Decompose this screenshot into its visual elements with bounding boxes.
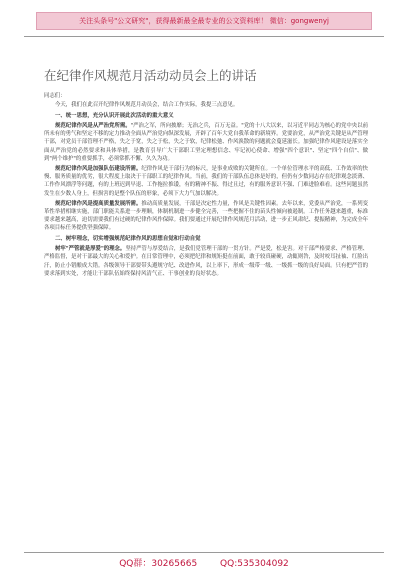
paragraph-lead: 规范纪律作风是加强队伍建设所需。 — [55, 165, 142, 172]
header-rule — [24, 36, 384, 37]
section1-paragraph-2 — [44, 165, 368, 198]
paragraph-lead: 规范纪律作风是提高质量发展所需。 — [55, 200, 142, 207]
section1-paragraph-1 — [44, 122, 368, 163]
paragraph-text: 坚持严管与厚爱结合，是我们党管理干部的一贯方针。严是爱，松是害。对干部严格要求、严格管理、严格监督，是对干部最大的关心和爱护。在日常管理中，必须把纪律和规矩挺在前面，敢于较真碰硬，动辄则咎，及时咬耳扯袖、红脸出汗，防止小错酿成大错。各级领导干部要带头遵规守纪、改进作风，以上率下，形成一级带一级、一级抓一级的良好局面。只有把严管的要求落到实处，才能让干部队伍始终保持风清气正、干事创业的良好状态。 — [44, 246, 368, 277]
document-body — [44, 92, 368, 544]
promo-banner: 关注头条号"公文研究"，获得最新最全最专业的公文资料库！ 微信：gongwenyj — [36, 12, 372, 30]
salutation: 同志们： — [44, 93, 66, 99]
paragraph-text: "严治之军，所向披靡；无治之兵，百万无益。"党的十八大以来，以习近平同志为核心的党中央以前所未有的勇气和坚定不移的定力推动全面从严治党向纵深发展，开辟了百年大党自我革命的新境界。党要治党，从严治党关键是从严管理干部，对党员干部管理不严格，失之于宽，失之于松，失之于软，纪律松弛、作风涣散的问题就会蔓延滋长。加强纪律作风建设是落实全面从严治党的必然要求和具体举措，是教育引导广大干部职工坚定理想信念、牢记初心使命、增强"四个意识"、坚定"四个自信"、做到"两个维护"的重要抓手，必须常抓不懈、久久为功。 — [44, 122, 368, 163]
section2-paragraph-1 — [44, 245, 368, 278]
section-heading-1: 一、统一思想，充分认识开展此次活动的重大意义 — [55, 112, 174, 119]
footer-qq: QQ:535304092 — [220, 559, 289, 569]
paragraph-text: 推动高质量发展，干部是决定性力量，作风是关键性因素。去年以来，党委从严治党，一系列变革性举措相继实施，部门职能关系进一步理顺，体制机制进一步健全完善，一些把握不住的苗头性倾向被遏制。工作任务越来越重，标准要求越来越高，迫切需要我们有过硬的纪律作风作保障。我们要通过开展纪律作风规范月活动，进一步正风肃纪、提振精神，为完成全年各项目标任务提供坚强保障。 — [44, 200, 368, 232]
section-heading-2: 二、树牢理念，切实增强规范纪律作风的思想自觉和行动自觉 — [55, 235, 201, 242]
footer-contact — [0, 556, 408, 569]
paragraph-text: 纪律作风是干部行为的标尺，是事业成败的关键所在。一个单位管理水平的高低、工作效率的快慢、服务质量的优劣，很大程度上取决于干部职工的纪律作风。当前，我们的干部队伍总体是好的，但仍有少数同志存在纪律观念淡薄、工作作风漂浮等问题，有的上班迟到早退、工作拖拉推诿，有的精神不振、得过且过，有的服务意识不强、门难进脸难看。这些问题虽然发生在少数人身上，但损害的是整个队伍的形象，必须下大力气加以解决。 — [44, 165, 368, 197]
footer-rule — [24, 552, 384, 553]
intro-paragraph: 今天，我们在此召开纪律作风规范月动员会，结合工作实际，我提三点意见。 — [55, 102, 239, 109]
footer-qq-group: QQ群：30265665 — [119, 559, 198, 569]
paragraph-lead: 树牢"严管就是厚爱"的理念。 — [55, 246, 126, 253]
paragraph-lead: 规范纪律作风是从严治党所需。 — [55, 122, 131, 129]
document-title: 在纪律作风规范月活动动员会上的讲话 — [44, 68, 257, 83]
section1-paragraph-3 — [44, 200, 368, 233]
